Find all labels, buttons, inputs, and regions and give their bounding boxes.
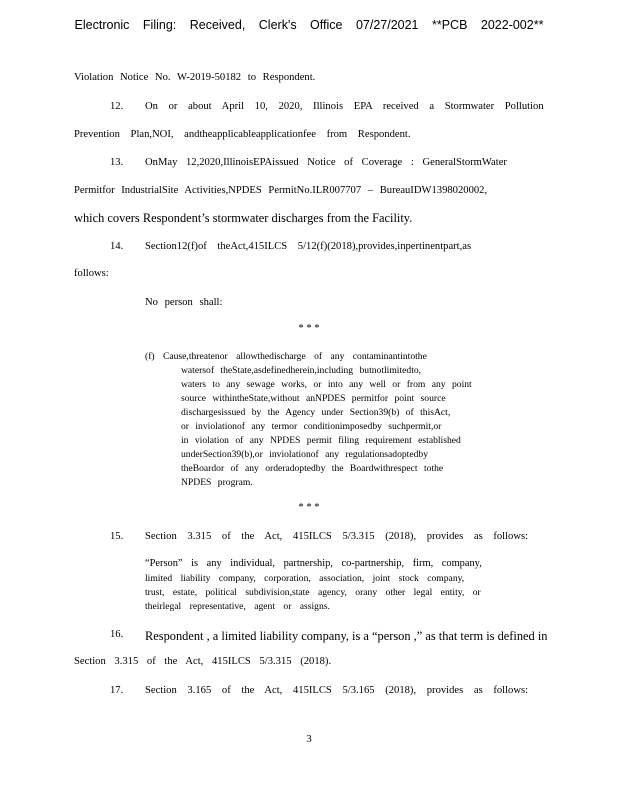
text-line: OnMay 12,2020,IllinoisEPAissued Notice of Coverage : GeneralStormWater (145, 157, 507, 168)
quote-line: theirlegal representative, agent or assigns. (145, 601, 330, 612)
text-line: Section 3.315 of the Act, 415ILCS 5/3.315 (2018). (74, 656, 332, 667)
quote-line: theBoardor of any orderadoptedby the Boardwithrespect tothe (181, 463, 444, 474)
text-line: which covers Respondent’s stormwater discharges from the Facility. (74, 211, 413, 225)
text-line: No person shall: (145, 297, 223, 308)
quote-line: underSection39(b),or inviolationof any regulationsadoptedby (181, 449, 428, 460)
paragraph-number: 16. (110, 629, 124, 640)
ellipsis-marker: * * * (298, 323, 320, 334)
page-number: 3 (306, 734, 312, 745)
quote-line: source withintheState,without anNPDES permitfor point source (181, 393, 446, 404)
quote-line: watersof theState,asdefinedherein,including butnotlimitedto, (181, 365, 422, 376)
filing-stamp-header: Electronic Filing: Received, Clerk's Office 07/27/2021 **PCB 2022-002** (74, 18, 544, 32)
quote-line: in violation of any NPDES permit filing requirement established (181, 435, 461, 446)
text-line: Section12(f)of theAct,415ILCS 5/12(f)(2018),provides,inpertinentpart,as (145, 241, 472, 252)
paragraph-number: 14. (110, 241, 124, 252)
quote-line: dischargesissued by the Agency under Section39(b) of thisAct, (181, 407, 451, 418)
paragraph-number: 12. (110, 101, 124, 112)
text-line: follows: (74, 268, 109, 279)
text-line: Section 3.165 of the Act, 415ILCS 5/3.165 (2018), provides as follows: (145, 685, 529, 696)
text-line: On or about April 10, 2020, Illinois EPA received a Stormwater Pollution (145, 101, 544, 112)
text-line: Permitfor IndustrialSite Activities,NPDES PermitNo.ILR007707 – BureauIDW1398020002, (74, 185, 488, 196)
ellipsis-marker: * * * (298, 502, 320, 513)
quote-line: trust, estate, political subdivision,state agency, orany other legal entity, or (145, 587, 481, 598)
quote-line: limited liability company, corporation, association, joint stock company, (145, 573, 465, 584)
text-line: Respondent , a limited liability company, is a “person ,” as that term is defined in (145, 629, 548, 643)
text-line: Violation Notice No. W-2019-50182 to Respondent. (74, 72, 316, 83)
quote-line: “Person” is any individual, partnership, co-partnership, firm, company, (145, 558, 482, 569)
quote-line: (f) Cause,threatenor allowthedischarge of any contaminantintothe (145, 351, 427, 362)
paragraph-number: 17. (110, 685, 124, 696)
text-line: Prevention Plan,NOI, andtheapplicableapplicationfee from Respondent. (74, 129, 411, 140)
quote-line: waters to any sewage works, or into any well or from any point (181, 379, 472, 390)
paragraph-number: 13. (110, 157, 124, 168)
quote-line: NPDES program. (181, 477, 253, 488)
quote-line: or inviolationof any termor conditionimposedby suchpermit,or (181, 421, 442, 432)
paragraph-number: 15. (110, 531, 124, 542)
text-line: Section 3.315 of the Act, 415ILCS 5/3.315 (2018), provides as follows: (145, 531, 529, 542)
